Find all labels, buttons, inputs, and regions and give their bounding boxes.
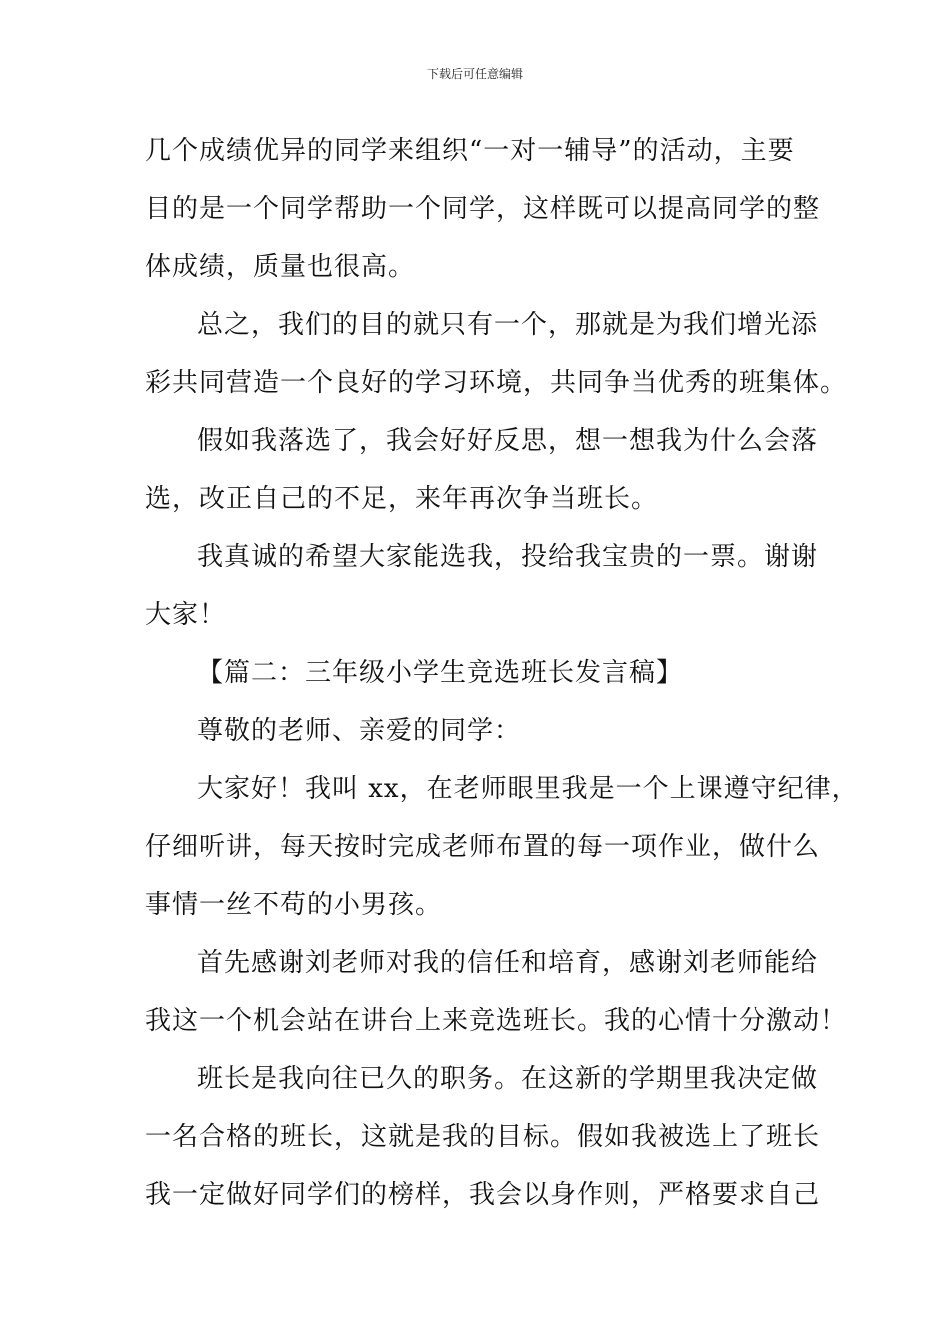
page-header: 下载后可任意编辑 — [426, 67, 523, 81]
text-line: 我这一个机会站在讲台上来竞选班长。我的心情十分激动！ — [145, 1006, 848, 1036]
text-line: 班长是我向往已久的职务。在这新的学期里我决定做 — [197, 1064, 819, 1094]
text-line: 总之，我们的目的就只有一个，那就是为我们增光添 — [197, 310, 819, 340]
text-line: 大家！ — [145, 600, 227, 630]
text-line: 假如我落选了，我会好好反思，想一想我为什么会落 — [197, 426, 819, 456]
document-body — [145, 122, 859, 1224]
text-line: 我一定做好同学们的榜样，我会以身作则，严格要求自己 — [145, 1180, 821, 1210]
text-line: 大家好！我叫 xx，在老师眼里我是一个上课遵守纪律， — [197, 774, 859, 804]
text-line: 一名合格的班长，这就是我的目标。假如我被选上了班长 — [145, 1122, 821, 1152]
text-line: 彩共同营造一个良好的学习环境，共同争当优秀的班集体。 — [145, 368, 848, 398]
section-title: 【篇二：三年级小学生竞选班长发言稿】 — [197, 658, 684, 688]
text-line: 事情一丝不苟的小男孩。 — [145, 890, 443, 920]
text-line: 选，改正自己的不足，来年再次争当班长。 — [145, 484, 659, 514]
text-line: 仔细听讲，每天按时完成老师布置的每一项作业，做什么 — [145, 832, 821, 862]
salutation: 尊敬的老师、亲爱的同学： — [197, 716, 522, 746]
text-line: 体成绩，质量也很高。 — [145, 252, 416, 282]
text-line: 我真诚的希望大家能选我，投给我宝贵的一票。谢谢 — [197, 542, 819, 572]
text-line: 目的是一个同学帮助一个同学，这样既可以提高同学的整 — [145, 194, 821, 224]
text-line: 几个成绩优异的同学来组织“一对一辅导”的活动，主要 — [145, 136, 795, 166]
text-line: 首先感谢刘老师对我的信任和培育，感谢刘老师能给 — [197, 948, 819, 978]
